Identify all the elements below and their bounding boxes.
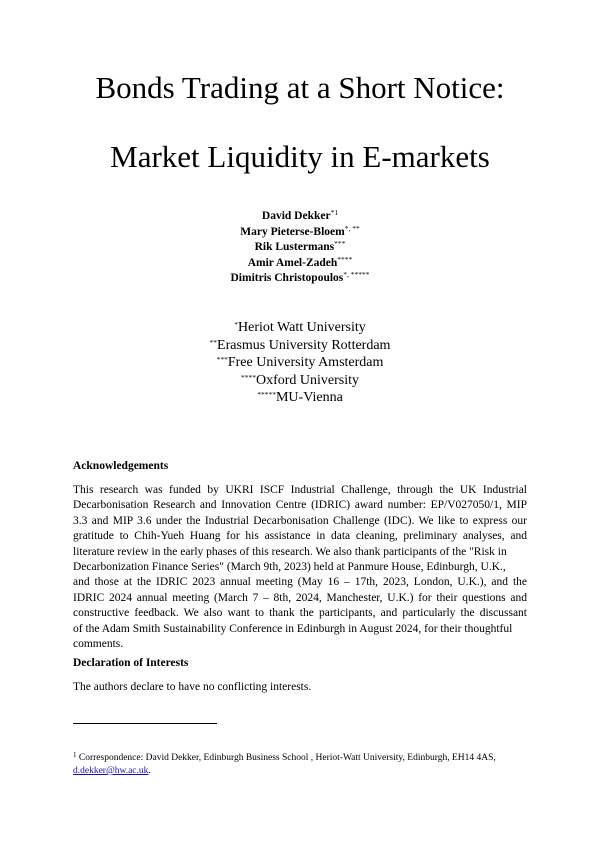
paragraph-line: This research was funded by UKRI ISCF Industrial Challenge, through the UK Industrial bbox=[73, 484, 527, 496]
affiliation-name: MU-Vienna bbox=[275, 390, 343, 406]
paragraph-line: literature review in the early phases of this research. We also thank participants of the "Risk in bbox=[73, 545, 507, 558]
paragraph-line: Decarbonization Finance Series" (March 9th, 2023) held at Panmure House, Edinburgh, U.K., bbox=[73, 561, 506, 574]
author-mark: *, ** bbox=[344, 223, 360, 233]
affiliation-name: Oxford University bbox=[255, 372, 360, 388]
footnote-mark: 1 bbox=[73, 751, 77, 759]
acknowledgements-heading: Acknowledgements bbox=[73, 460, 169, 472]
author-entry bbox=[0, 225, 600, 241]
affiliation-entry bbox=[0, 337, 600, 355]
author-mark: *1 bbox=[330, 208, 339, 217]
affiliation-mark: * bbox=[234, 320, 239, 329]
paragraph-line: IDRIC 2024 annual meeting (March 7 – 8th, 2024, Manchester, U.K.) for their questions and bbox=[73, 591, 527, 604]
affiliation-name: Free University Amsterdam bbox=[227, 355, 384, 371]
author-name: Dimitris Christopoulos bbox=[230, 272, 344, 284]
author-name: Rik Lustermans bbox=[254, 241, 335, 253]
author-name: Mary Pieterse-Bloem bbox=[240, 225, 345, 238]
affiliation-mark: *** bbox=[216, 355, 228, 365]
affiliation-name: Heriot Watt University bbox=[238, 320, 366, 335]
affiliation-name: Erasmus University Rotterdam bbox=[217, 337, 391, 353]
paragraph-line: and those at the IDRIC 2023 annual meeting (May 16 – 17th, 2023, London, U.K.), and the bbox=[73, 576, 527, 589]
affiliation-entry bbox=[0, 319, 600, 337]
title-line-1: Bonds Trading at a Short Notice: bbox=[95, 70, 505, 105]
declaration-heading: Declaration of Interests bbox=[73, 657, 189, 669]
footnote bbox=[73, 752, 527, 778]
affiliation-entry bbox=[0, 354, 600, 372]
affiliation-mark: **** bbox=[240, 372, 256, 382]
affiliation-mark: ** bbox=[209, 337, 218, 347]
declaration-text: The authors declare to have no conflicting interests. bbox=[73, 681, 312, 693]
author-mark: *** bbox=[334, 239, 346, 248]
author-list bbox=[0, 209, 600, 287]
footnote-separator bbox=[73, 723, 217, 724]
title-line-2: Market Liquidity in E-markets bbox=[110, 139, 490, 174]
email-link[interactable]: d.dekker@hw.ac.uk bbox=[73, 766, 149, 776]
paragraph-line: gratitude to Chih-Yueh Huang for his assistance in data cleaning, preliminary analyses, and bbox=[73, 530, 527, 543]
paragraph-line: Decarbonisation Research and Innovation Centre (IDRIC) award number: EP/V027050/1, MIP bbox=[73, 499, 527, 512]
affiliation-entry bbox=[0, 372, 600, 390]
paragraph-line: 3.3 and MIP 3.6 under the Industrial Decarbonisation Challenge (IDC). We like to express our bbox=[73, 514, 527, 527]
footnote-text: Correspondence: David Dekker, Edinburgh Business School , Heriot-Watt University, Edinburgh, EH14 4AS, bbox=[76, 753, 496, 763]
author-entry bbox=[0, 209, 600, 225]
author-name: David Dekker bbox=[261, 210, 331, 222]
author-entry bbox=[0, 271, 600, 287]
author-name: Amir Amel-Zadeh bbox=[247, 256, 338, 269]
affiliation-entry bbox=[0, 389, 600, 407]
paragraph-line: of the Adam Smith Sustainability Conference in Edinburgh in August 2024, for their thoughtful bbox=[73, 622, 513, 635]
author-mark: **** bbox=[337, 254, 353, 264]
paragraph-line: comments. bbox=[73, 638, 124, 651]
author-entry bbox=[0, 240, 600, 256]
author-mark: *, ***** bbox=[343, 270, 370, 279]
affiliation-list bbox=[0, 319, 600, 407]
footnote-tail: . bbox=[148, 766, 151, 776]
author-entry bbox=[0, 256, 600, 272]
paragraph-line: constructive feedback. We also want to thank the participants, and particularly the discussant bbox=[73, 607, 527, 620]
affiliation-mark: ***** bbox=[257, 390, 276, 400]
acknowledgements-body bbox=[73, 483, 527, 652]
